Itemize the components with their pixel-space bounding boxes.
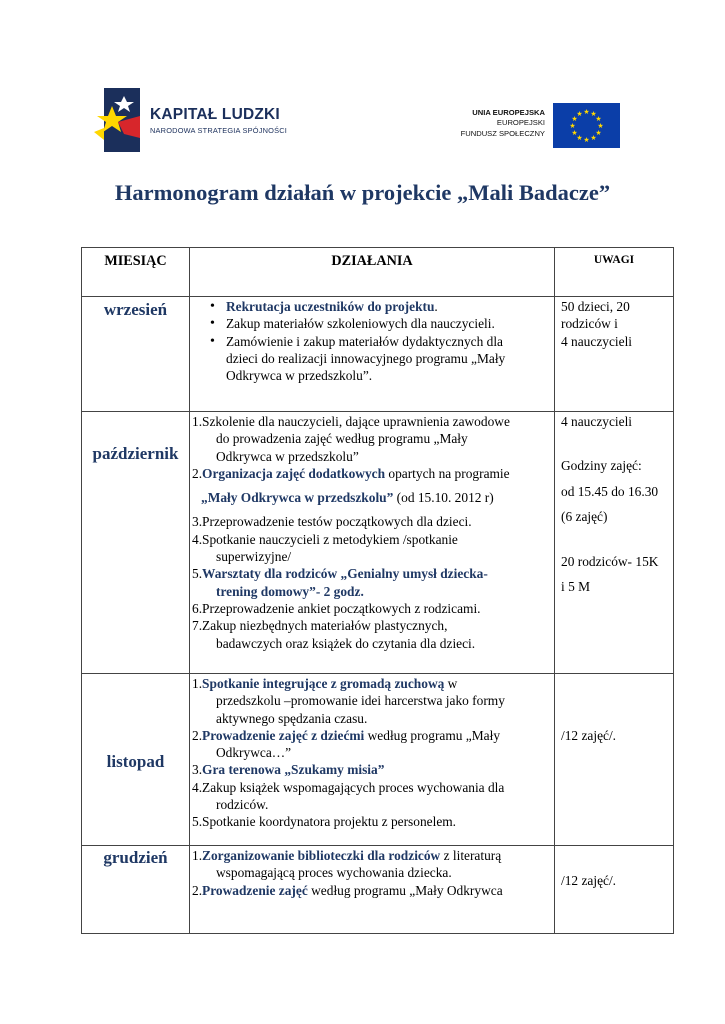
activities-cell	[190, 412, 555, 674]
eu-flag-icon	[553, 103, 620, 148]
list-item: 3.Gra terenowa „Szukamy misia”	[192, 762, 385, 778]
list-item: 5.Spotkanie koordynatora projektu z personelem.	[192, 814, 457, 830]
list-item: 2.Prowadzenie zajęć z dziećmi według programu „Mały Odkrywca…”	[192, 727, 501, 761]
svg-text:★: ★	[571, 115, 578, 123]
list-item: 1.Spotkanie integrujące z gromadą zuchową w przedszkolu –promowanie idei harcerstwa jako formy aktywnego spędzania czasu.	[192, 676, 505, 726]
list-item: 4.Spotkanie nauczycieli z metodykiem /spotkanie superwizyjne/	[192, 531, 458, 565]
list-item: 1.Szkolenie dla nauczycieli, dające uprawnienia zawodowe do prowadzenia zajęć według programu „Mały Odkrywca w przedszkolu”	[192, 414, 510, 464]
activities-cell	[190, 846, 555, 934]
list-item: 1.Zorganizowanie biblioteczki dla rodziców z literaturą wspomagającą proces wychowania dziecka.	[192, 848, 502, 881]
note-line: od 15.45 do 16.30	[561, 483, 659, 499]
svg-text:★: ★	[595, 129, 602, 137]
note-line: i 5 M	[561, 579, 591, 595]
kapital-ludzki-title: KAPITAŁ LUDZKI	[150, 106, 280, 123]
header-notes: UWAGI	[555, 248, 674, 297]
svg-text:★: ★	[569, 122, 576, 130]
list-item: 7.Zakup niezbędnych materiałów plastycznych, badawczych oraz książek do czytania dla dzieci.	[192, 618, 476, 651]
eu-logo-text	[420, 108, 545, 139]
eu-line2: EUROPEJSKI	[496, 118, 545, 128]
activities-cell	[190, 297, 555, 412]
notes-cell	[555, 412, 674, 674]
schedule-table	[81, 247, 674, 934]
kapital-ludzki-emblem-icon	[94, 88, 150, 152]
kapital-ludzki-subtitle: NARODOWA STRATEGIA SPÓJNOŚCI	[150, 126, 288, 135]
table-row-december	[82, 846, 674, 934]
table-row-november	[82, 674, 674, 846]
list-item: 5.Warsztaty dla rodziców „Genialny umysł dziecka- trening domowy”- 2 godz.	[192, 566, 488, 599]
svg-text:★: ★	[583, 108, 590, 116]
month-cell: październik	[82, 412, 190, 674]
svg-text:★: ★	[590, 110, 597, 118]
eu-line1: UNIA EUROPEJSKA	[472, 108, 545, 117]
month-cell: grudzień	[82, 846, 190, 934]
document-title: Harmonogram działań w projekcie „Mali Badacze”	[114, 180, 611, 205]
month-cell: wrzesień	[82, 297, 190, 412]
note-line: 20 rodziców- 15K	[561, 554, 659, 570]
table-row-october	[82, 412, 674, 674]
eu-line3: FUNDUSZ SPOŁECZNY	[460, 128, 545, 138]
note-line: /12 zajęć/.	[561, 873, 617, 888]
list-item: • Zakup materiałów szkoleniowych dla nauczycieli.	[190, 315, 554, 332]
header-activities: DZIAŁANIA	[190, 248, 555, 297]
note-line: 4 nauczycieli	[561, 333, 633, 349]
table-header-row	[82, 248, 674, 297]
svg-text:★: ★	[576, 134, 583, 142]
svg-text:★: ★	[576, 110, 583, 118]
table-row-september	[82, 297, 674, 412]
activities-cell	[190, 674, 555, 846]
svg-text:★: ★	[583, 136, 590, 144]
svg-text:★: ★	[595, 115, 602, 123]
list-item-continuation: „Mały Odkrywca w przedszkolu” (od 15.10. 2012 r)	[201, 490, 494, 506]
notes-cell	[555, 846, 674, 934]
list-item: • Rekrutacja uczestników do projektu.	[190, 298, 554, 315]
note-line: 4 nauczycieli	[561, 414, 633, 429]
list-item: 2.Organizacja zajęć dodatkowych opartych na programie	[192, 465, 510, 481]
list-item: 2.Prowadzenie zajęć według programu „Mały Odkrywca	[192, 882, 503, 898]
note-line: Godziny zajęć:	[561, 458, 642, 474]
list-item: • Zamówienie i zakup materiałów dydaktycznych dla dzieci do realizacji innowacyjnego programu „Mały Odkrywca w przedszkolu”.	[190, 333, 554, 385]
note-line: (6 zajęć)	[561, 508, 608, 524]
svg-text:★: ★	[597, 122, 604, 130]
note-line: 50 dzieci, 20	[561, 299, 630, 314]
note-line: rodziców i	[561, 316, 618, 332]
list-item: 6.Przeprowadzenie ankiet początkowych z rodzicami.	[192, 600, 481, 616]
svg-text:★: ★	[590, 134, 597, 142]
note-line: /12 zajęć/.	[561, 728, 617, 743]
svg-text:★: ★	[571, 129, 578, 137]
month-cell: listopad	[82, 674, 190, 846]
notes-cell	[555, 674, 674, 846]
list-item: 4.Zakup książek wspomagających proces wychowania dla rodziców.	[192, 779, 505, 813]
header-month: MIESIĄC	[82, 248, 190, 297]
notes-cell	[555, 297, 674, 412]
list-item: 3.Przeprowadzenie testów początkowych dla dzieci.	[192, 514, 472, 530]
